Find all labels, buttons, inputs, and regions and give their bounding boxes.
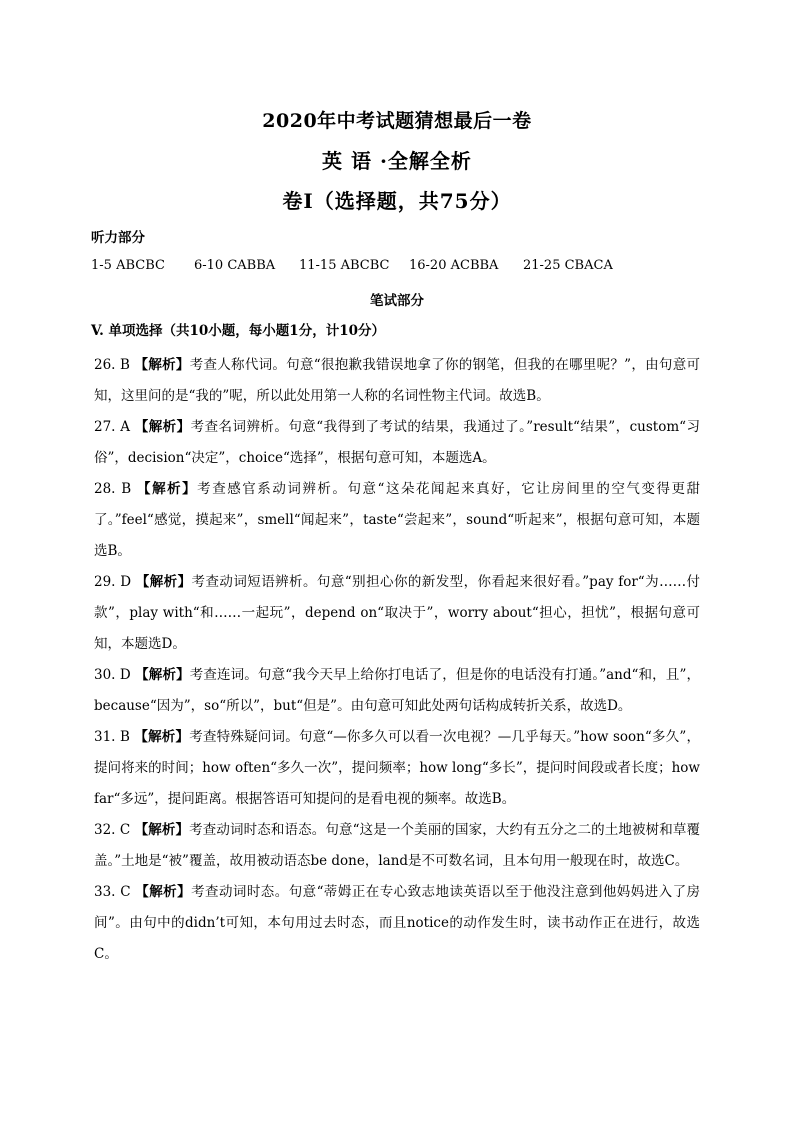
written-heading: 笔试部分 <box>370 293 424 309</box>
analysis-tag: 【解析】 <box>135 667 190 683</box>
item-number: 29. D <box>94 574 132 590</box>
document-title: 2020年中考试题猜想最后一卷 <box>262 110 532 132</box>
listening-answer-group: 1-5 ABCBC <box>91 258 165 273</box>
item-number: 28. B <box>94 481 132 497</box>
analysis-tag: 【解析】 <box>134 729 190 745</box>
listening-answer-group: 21-25 CBACA <box>523 258 613 273</box>
item-text: 考查名词辨析。句意“我得到了考试的结果，我通过了。”result“结果”，custom“习俗”，decision“决定”，choice“选择”，根据句意可知，本题选A。 <box>94 419 701 466</box>
listening-answers <box>91 258 651 276</box>
explanation-item <box>94 350 700 412</box>
item-text: 考查感官系动词辨析。句意“这朵花闻起来真好，它让房间里的空气变得更甜了。”feel“感觉，摸起来”，smell“闻起来”，taste“尝起来”，sound“听起来”，根据句意可知，本题选B。 <box>94 481 701 559</box>
item-text: 考查特殊疑问词。句意“—你多久可以看一次电视？—几乎每天。”how soon“多久”，提问将来的时间；how often“多久一次”，提问频率；how long“多长”，提问时间段或者长度；how far“多远”，提问距离。根据答语可知提问的是看电视的频率。故选B。 <box>94 729 700 807</box>
section-v-heading: V. 单项选择（共10小题，每小题1分，计10分） <box>91 323 385 339</box>
item-number: 27. A <box>94 419 130 435</box>
item-text: 考查连词。句意“我今天早上给你打电话了，但是你的电话没有打通。”and“和，且”，because“因为”，so“所以”，but“但是”。由句意可知此处两句话构成转折关系，故选D。 <box>94 667 700 714</box>
listening-answer-group: 11-15 ABCBC <box>299 258 390 273</box>
analysis-tag: 【解析】 <box>137 481 198 497</box>
listening-heading: 听力部分 <box>91 230 145 246</box>
explanation-item <box>94 567 700 660</box>
explanation-item <box>94 660 700 722</box>
item-text: 考查动词时态。句意“蒂姆正在专心致志地读英语以至于他没注意到他妈妈进入了房间”。由句中的didn’t可知，本句用过去时态，而且notice的动作发生时，读书动作正在进行，故选C。 <box>94 884 701 962</box>
listening-answer-group: 6-10 CABBA <box>194 258 276 273</box>
item-number: 32. C <box>94 822 131 838</box>
subject-subtitle: 英 语 ·全解全析 <box>322 149 472 173</box>
item-text: 考查动词时态和语态。句意“这是一个美丽的国家，大约有五分之二的土地被树和草覆盖。”土地是“被”覆盖，故用被动语态be done，land是不可数名词，且本句用一般现在时，故选C。 <box>94 822 701 869</box>
analysis-tag: 【解析】 <box>134 357 190 373</box>
explanation-item <box>94 722 700 815</box>
explanation-item <box>94 815 700 877</box>
item-number: 30. D <box>94 667 131 683</box>
item-number: 26. B <box>94 357 130 373</box>
item-text: 考查人称代词。句意“很抱歉我错误地拿了你的钢笔，但我的在哪里呢？”，由句意可知，这里问的是“我的”呢，所以此处用第一人称的名词性物主代词。故选B。 <box>94 357 700 404</box>
explanation-item <box>94 474 700 567</box>
explanation-item <box>94 877 700 970</box>
item-text: 考查动词短语辨析。句意“别担心你的新发型，你看起来很好看。”pay for“为……付款”，play with“和……一起玩”，depend on“取决于”，worry about“担心，担忧”，根据句意可知，本题选D。 <box>94 574 701 652</box>
explanation-list <box>94 350 700 970</box>
listening-answer-group: 16-20 ACBBA <box>409 258 499 273</box>
paper-part-title: 卷Ⅰ（选择题，共75分） <box>282 189 512 213</box>
analysis-tag: 【解析】 <box>134 822 190 838</box>
item-number: 31. B <box>94 729 130 745</box>
analysis-tag: 【解析】 <box>135 884 192 900</box>
analysis-tag: 【解析】 <box>134 419 191 435</box>
explanation-item <box>94 412 700 474</box>
analysis-tag: 【解析】 <box>135 574 192 590</box>
item-number: 33. C <box>94 884 131 900</box>
